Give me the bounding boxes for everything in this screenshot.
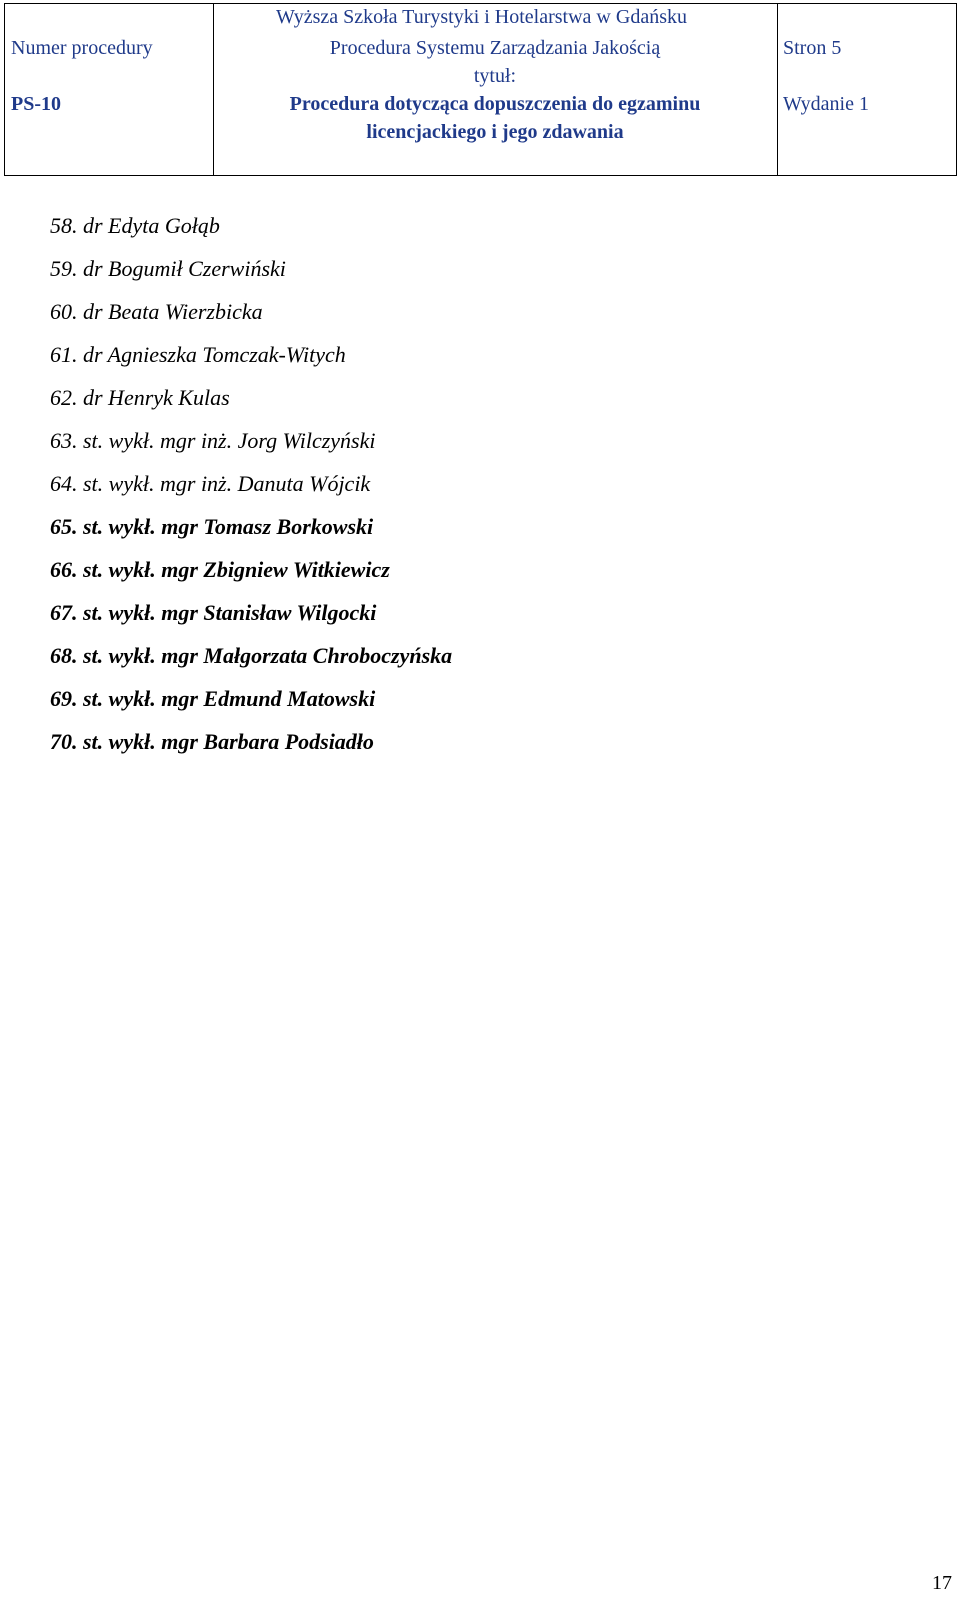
- procedure-title-line-2: licencjackiego i jego zdawania: [366, 121, 624, 143]
- list-item: 61. dr Agnieszka Tomczak-Witych: [50, 342, 346, 367]
- list-item: 66. st. wykł. mgr Zbigniew Witkiewicz: [50, 557, 390, 582]
- list-item: 59. dr Bogumił Czerwiński: [50, 256, 286, 281]
- list-item: 63. st. wykł. mgr inż. Jorg Wilczyński: [50, 428, 376, 453]
- list-item: 64. st. wykł. mgr inż. Danuta Wójcik: [50, 471, 371, 496]
- list-item: 62. dr Henryk Kulas: [50, 385, 230, 410]
- page-number: 17: [932, 1572, 952, 1594]
- procedure-number-value: PS-10: [11, 93, 61, 115]
- list-item: 70. st. wykł. mgr Barbara Podsiadło: [50, 729, 374, 754]
- edition-number: Wydanie 1: [783, 93, 869, 115]
- list-item: 60. dr Beata Wierzbicka: [50, 299, 263, 324]
- list-item: 67. st. wykł. mgr Stanisław Wilgocki: [50, 600, 377, 625]
- list-item: 68. st. wykł. mgr Małgorzata Chroboczyńska: [50, 643, 453, 668]
- procedure-number-label: Numer procedury: [11, 37, 153, 59]
- header-divider-1: [213, 4, 214, 175]
- header-divider-2: [777, 4, 778, 175]
- title-label: tytuł:: [473, 65, 517, 87]
- institution-name: Wyższa Szkoła Turystyki i Hotelarstwa w Gdańsku: [276, 6, 687, 28]
- list-item: 65. st. wykł. mgr Tomasz Borkowski: [50, 514, 374, 539]
- list-item: 69. st. wykł. mgr Edmund Matowski: [50, 686, 376, 711]
- qms-title: Procedura Systemu Zarządzania Jakością: [329, 37, 661, 59]
- staff-list: [50, 204, 452, 763]
- procedure-header-table: [4, 3, 957, 176]
- procedure-title-line-1: Procedura dotycząca dopuszczenia do egzaminu: [289, 93, 701, 115]
- list-item: 58. dr Edyta Gołąb: [50, 213, 220, 238]
- page-count: Stron 5: [783, 37, 842, 59]
